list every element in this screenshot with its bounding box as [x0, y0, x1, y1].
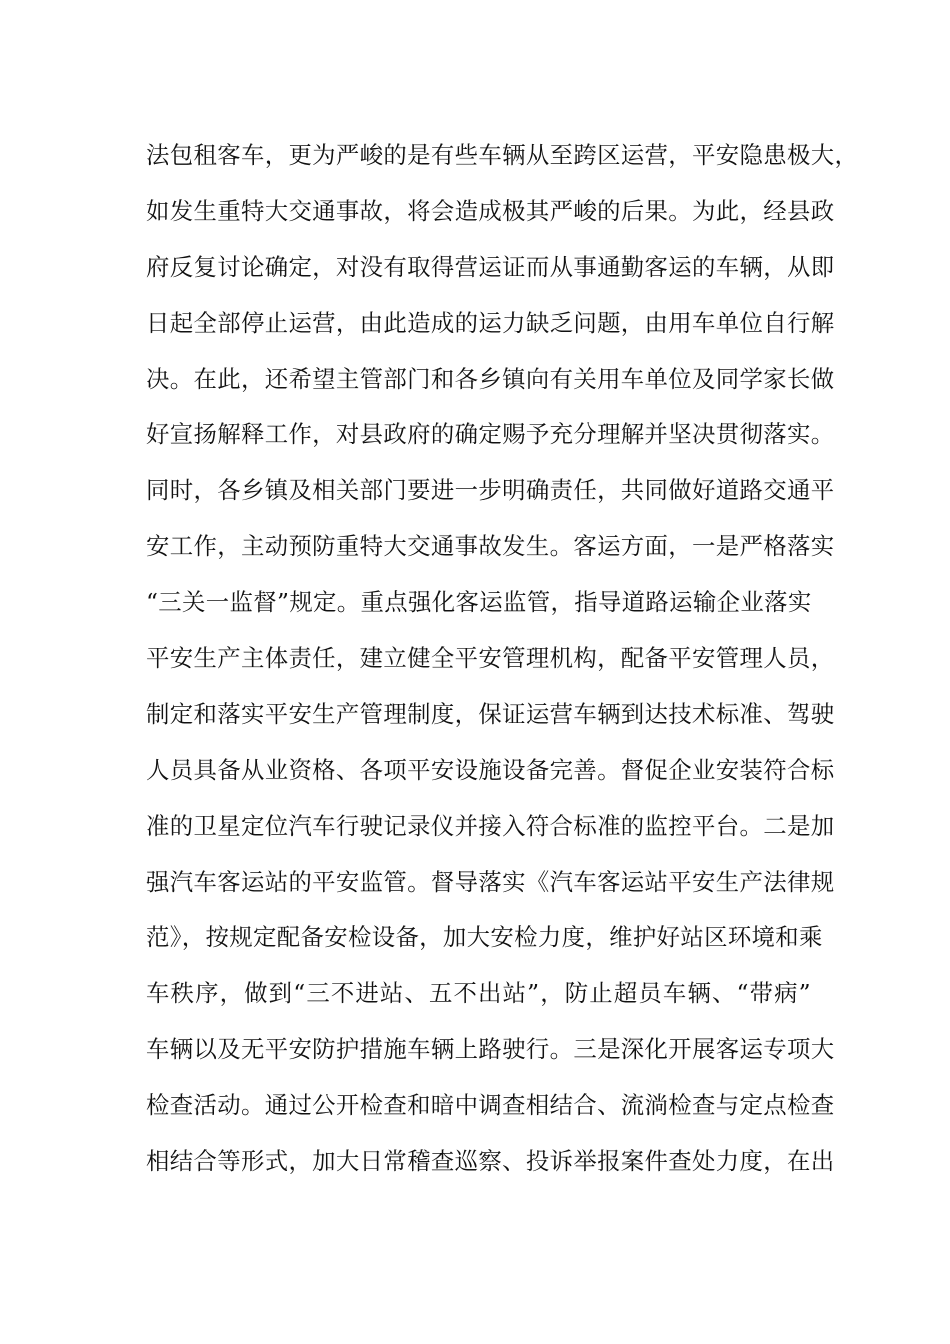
text-line: 强汽车客运站的平安监管。督导落实《汽车客运站平安生产法律规 [146, 867, 835, 896]
text-line: 车辆以及无平安防护措施车辆上路驶行。三是深化开展客运专项大 [146, 1035, 835, 1064]
text-line: 车秩序，做到“三不进站、五不出站”，防止超员车辆、“带病” [146, 979, 811, 1008]
text-line: 府反复讨论确定，对没有取得营运证而从事通勤客运的车辆，从即 [146, 252, 835, 281]
text-line: 检查活动。通过公开检查和暗中调查相结合、流淌检查与定点检查 [146, 1091, 835, 1120]
body-text [146, 128, 859, 1190]
text-line: 平安生产主体责任，建立健全平安管理机构，配备平安管理人员， [146, 644, 835, 673]
text-line: 制定和落实平安生产管理制度，保证运营车辆到达技术标准、驾驶 [146, 699, 835, 728]
text-line: 相结合等形式，加大日常稽查巡察、投诉举报案件查处力度，在出 [146, 1147, 835, 1176]
text-line: 日起全部停止运营，由此造成的运力缺乏问题，由用车单位自行解 [146, 308, 835, 337]
text-line: 人员具备从业资格、各项平安设施设备完善。督促企业安装符合标 [146, 755, 835, 784]
text-line: 安工作，主动预防重特大交通事故发生。客运方面，一是严格落实 [146, 532, 835, 561]
text-line: 准的卫星定位汽车行驶记录仪并接入符合标准的监控平台。二是加 [146, 811, 835, 840]
text-line: 同时，各乡镇及相关部门要进一步明确责任，共同做好道路交通平 [146, 476, 835, 505]
text-line: 决。在此，还希望主管部门和各乡镇向有关用车单位及同学家长做 [146, 364, 835, 393]
text-line: 法包租客车，更为严峻的是有些车辆从至跨区运营，平安隐患极大， [146, 141, 859, 169]
text-line: 范》，按规定配备安检设备，加大安检力度，维护好站区环境和乘 [146, 923, 823, 952]
text-line: “三关一监督”规定。重点强化客运监管，指导道路运输企业落实 [146, 588, 812, 617]
text-line: 如发生重特大交通事故，将会造成极其严峻的后果。为此，经县政 [146, 196, 835, 225]
text-line: 好宣扬解释工作，对县政府的确定赐予充分理解并坚决贯彻落实。 [146, 420, 835, 449]
